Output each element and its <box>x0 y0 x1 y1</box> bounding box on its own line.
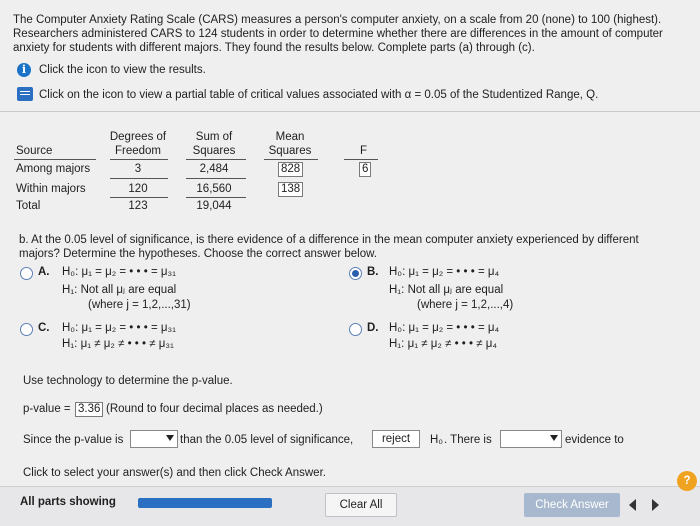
row-total-ss: 19,044 <box>196 200 232 212</box>
evidence-text: evidence to <box>565 434 624 446</box>
option-d-letter: D. <box>367 322 379 334</box>
row-within-ms-input[interactable]: 138 <box>278 182 303 197</box>
row-within-df: 120 <box>128 183 148 195</box>
option-b-h0: H₀: μ₁ = μ₂ = • • • = μ₄ <box>389 266 500 278</box>
there-is-text: . There is <box>444 434 492 446</box>
help-icon[interactable]: ? <box>677 471 697 491</box>
check-answer-button[interactable]: Check Answer <box>524 493 620 517</box>
part-b-line-2: majors? Determine the hypotheses. Choose the correct answer below. <box>19 248 377 260</box>
chevron-down-icon <box>166 435 174 441</box>
option-b-radio[interactable] <box>349 267 362 280</box>
option-a-letter: A. <box>38 266 50 278</box>
pvalue-label: p-value = <box>23 403 71 415</box>
option-d-h1: H₁: μ₁ ≠ μ₂ ≠ • • • ≠ μ₄ <box>389 338 498 350</box>
rule-ss-2 <box>186 178 246 179</box>
comparison-dropdown[interactable] <box>130 430 178 448</box>
intro-paragraph <box>13 13 693 55</box>
option-b-note: (where j = 1,2,...,4) <box>417 299 514 311</box>
rule-f <box>344 159 378 160</box>
all-parts-showing: All parts showing <box>20 496 116 508</box>
header-ms-line1: Mean <box>275 131 305 143</box>
option-a-radio[interactable] <box>20 267 33 280</box>
progress-bar <box>138 498 272 508</box>
row-within-source: Within majors <box>16 183 86 195</box>
header-ms-line2: Squares <box>268 145 312 157</box>
row-among-source: Among majors <box>16 163 91 175</box>
option-c-radio[interactable] <box>20 323 33 336</box>
row-within-ss: 16,560 <box>196 183 232 195</box>
next-icon[interactable] <box>652 499 659 511</box>
row-among-ms-input[interactable]: 828 <box>278 162 303 177</box>
rule-df-2 <box>110 178 168 179</box>
check-answer-note: Click to select your answer(s) and then click Check Answer. <box>23 467 326 479</box>
row-total-source: Total <box>16 200 41 212</box>
part-b-question <box>19 233 689 261</box>
technology-note: Use technology to determine the p-value. <box>23 375 233 387</box>
pvalue-hint: (Round to four decimal places as needed.) <box>106 403 323 415</box>
intro-line-2: Researchers administered CARS to 124 students in order to determine whether there are differences in the amount of computer <box>13 28 663 40</box>
rule-df-3 <box>110 197 168 198</box>
option-b-h1: H₁: Not all μⱼ are equal <box>389 284 504 296</box>
header-ss-line2: Squares <box>192 145 236 157</box>
header-ss-line1: Sum of <box>195 131 233 143</box>
anova-table <box>14 130 384 220</box>
results-link-text: Click the icon to view the results. <box>39 64 206 76</box>
info-icon[interactable]: i <box>17 63 31 77</box>
rule-source <box>14 159 96 160</box>
evidence-dropdown[interactable] <box>500 430 562 448</box>
option-d-h0: H₀: μ₁ = μ₂ = • • • = μ₄ <box>389 322 500 334</box>
table-icon[interactable] <box>17 87 33 101</box>
option-a-note: (where j = 1,2,...,31) <box>88 299 191 311</box>
header-source: Source <box>16 145 53 157</box>
header-df-line1: Degrees of <box>109 131 167 143</box>
option-d-radio[interactable] <box>349 323 362 336</box>
option-c-h1: H₁: μ₁ ≠ μ₂ ≠ • • • ≠ μ₃₁ <box>62 338 174 350</box>
rule-ss <box>186 159 246 160</box>
option-c-h0: H₀: μ₁ = μ₂ = • • • = μ₃₁ <box>62 322 177 334</box>
chevron-down-icon <box>550 435 558 441</box>
row-among-df: 3 <box>134 163 142 175</box>
option-a-h1: H₁: Not all μⱼ are equal <box>62 284 177 296</box>
h0-label: H₀ <box>430 434 444 446</box>
than-text: than the 0.05 level of significance, <box>180 434 354 446</box>
section-divider <box>0 111 700 112</box>
intro-line-1: The Computer Anxiety Rating Scale (CARS) measures a person's computer anxiety, on a scale from 20 (none) to 100 (highest). <box>13 14 662 26</box>
row-among-ss: 2,484 <box>199 163 229 175</box>
part-b-line-1: b. At the 0.05 level of significance, is there evidence of a difference in the mean computer anxiety experienced by different <box>19 234 639 246</box>
intro-line-3: anxiety for students with different majors. They found the results below. Complete parts (a) through (c). <box>13 42 535 54</box>
rule-df <box>110 159 168 160</box>
row-among-f-input[interactable]: 6 <box>359 162 371 177</box>
since-text: Since the p-value is <box>23 434 124 446</box>
row-total-df: 123 <box>128 200 148 212</box>
header-df-line2: Freedom <box>114 145 162 157</box>
reject-value: reject <box>381 433 411 445</box>
reject-dropdown[interactable] <box>372 430 420 448</box>
option-a-h0: H₀: μ₁ = μ₂ = • • • = μ₃₁ <box>62 266 177 278</box>
option-c-letter: C. <box>38 322 50 334</box>
option-b-letter: B. <box>367 266 379 278</box>
clear-all-button[interactable]: Clear All <box>325 493 397 517</box>
pvalue-input[interactable]: 3.36 <box>75 402 103 417</box>
rule-ss-3 <box>186 197 246 198</box>
critical-values-link-text: Click on the icon to view a partial table of critical values associated with α = 0.05 of the Studentized Range, Q. <box>39 89 599 101</box>
previous-icon[interactable] <box>629 499 636 511</box>
header-f: F <box>360 145 368 157</box>
rule-ms <box>264 159 318 160</box>
